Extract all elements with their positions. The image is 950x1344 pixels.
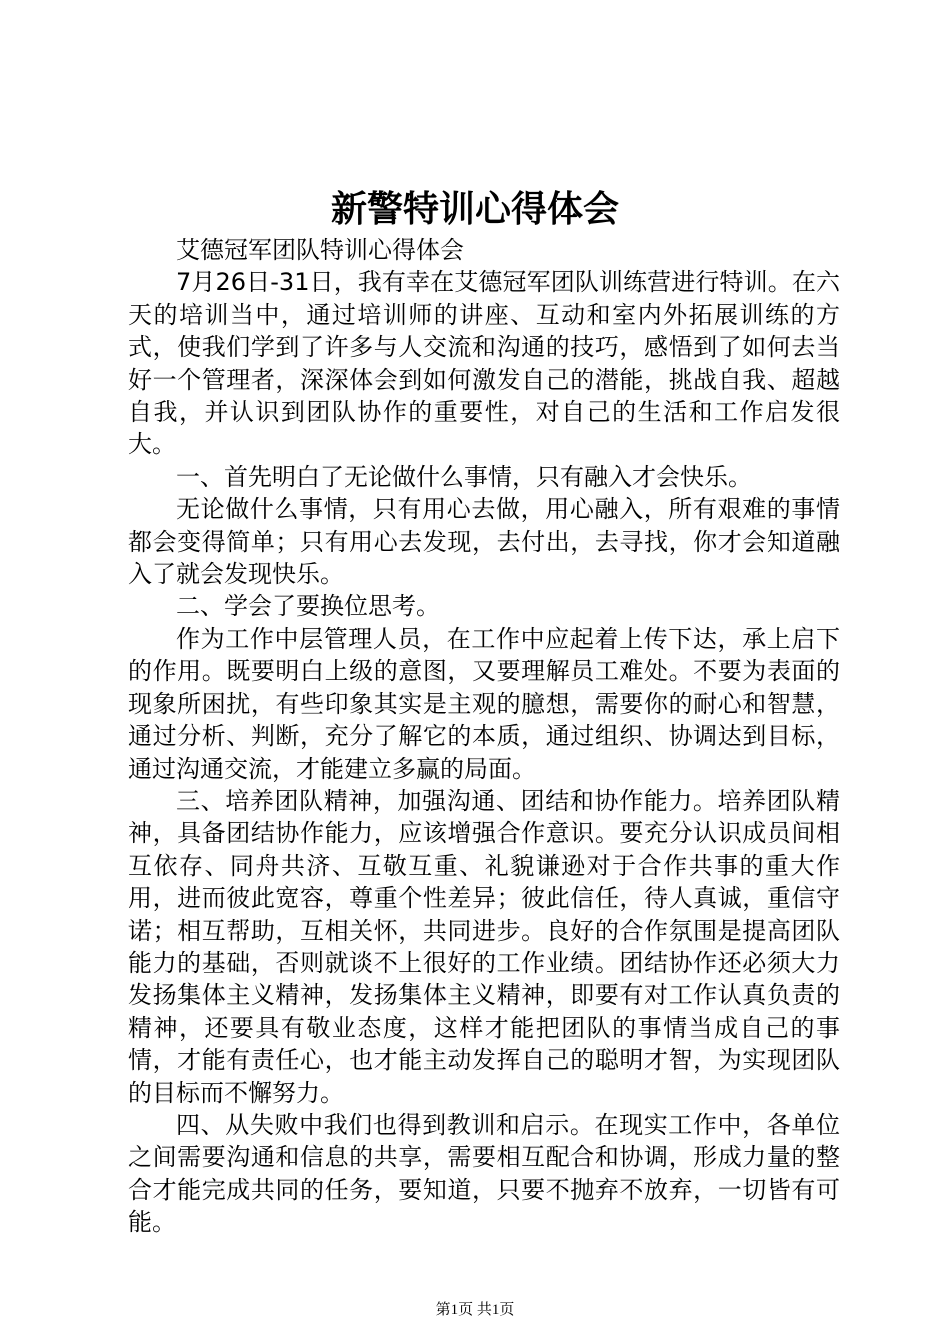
page-footer: 第1页 共1页	[435, 1302, 515, 1318]
paragraph-body-2: 作为工作中层管理人员，在工作中应起着上传下达，承上启下的作用。既要明白上级的意图，又要理解员工难处。不要为表面的现象所困扰，有些印象其实是主观的臆想，需要你的耐心和智慧，通过分析、判断，充分了解它的本质，通过组织、协调达到目标，通过沟通交流，才能建立多赢的局面。	[128, 624, 840, 783]
paragraph-section-4: 四、从失败中我们也得到教训和启示。在现实工作中，各单位之间需要沟通和信息的共享，需要相互配合和协调，形成力量的整合才能完成共同的任务，要知道，只要不抛弃不放弃，一切皆有可能。	[128, 1110, 840, 1237]
paragraph-body-1: 无论做什么事情，只有用心去做，用心融入，所有艰难的事情都会变得简单；只有用心去发现，去付出，去寻找，你才会知道融入了就会发现快乐。	[128, 495, 840, 589]
document-body	[128, 234, 840, 1239]
paragraph-intro: 7月26日-31日，我有幸在艾德冠军团队训练营进行特训。在六天的培训当中，通过培训师的讲座、互动和室内外拓展训练的方式，使我们学到了许多与人交流和沟通的技巧，感悟到了如何去当好一个管理者，深深体会到如何激发自己的潜能，挑战自我、超越自我，并认识到团队协作的重要性，对自己的生活和工作启发很大。	[128, 268, 840, 459]
document-title: 新警特训心得体会	[330, 188, 619, 230]
paragraph-heading-2: 二、学会了要换位思考。	[176, 592, 440, 621]
paragraph-subtitle: 艾德冠军团队特训心得体会	[176, 236, 464, 264]
paragraph-heading-1: 一、首先明白了无论做什么事情，只有融入才会快乐。	[176, 462, 752, 491]
paragraph-section-3: 三、培养团队精神，加强沟通、团结和协作能力。培养团队精神，具备团结协作能力，应该增强合作意识。要充分认识成员间相互依存、同舟共济、互敬互重、礼貌谦逊对于合作共事的重大作用，进而彼此宽容，尊重个性差异；彼此信任，待人真诚，重信守诺；相互帮助，互相关怀，共同进步。良好的合作氛围是提高团队能力的基础，否则就谈不上很好的工作业绩。团结协作还必须大力发扬集体主义精神，发扬集体主义精神，即要有对工作认真负责的精神，还要具有敬业态度，这样才能把团队的事情当成自己的事情，才能有责任心，也才能主动发挥自己的聪明才智，为实现团队的目标而不懈努力。	[128, 786, 840, 1107]
